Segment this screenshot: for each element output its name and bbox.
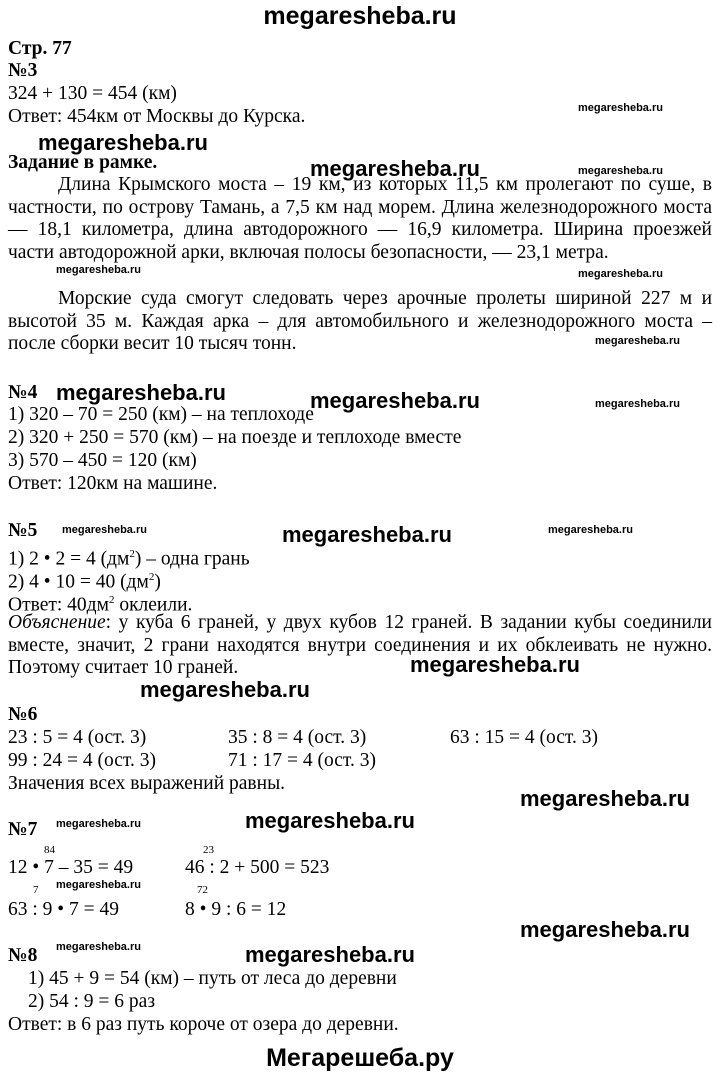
- task-7-order-mark: 84: [44, 844, 55, 856]
- task-7-expr-2: 46 : 2 + 500 = 523: [185, 857, 330, 878]
- task-5-title: №5: [8, 520, 38, 541]
- task-3-title: №3: [8, 60, 38, 81]
- task-7-order-mark: 23: [203, 844, 214, 856]
- task-6-title: №6: [8, 704, 38, 725]
- site-header: megaresheba.ru: [263, 2, 457, 30]
- watermark: megaresheba.ru: [245, 942, 415, 967]
- task-6-note: Значения всех выражений равны.: [8, 773, 286, 794]
- task-6-expr: 99 : 24 = 4 (ост. 3): [8, 750, 156, 771]
- task-7-expr-1: 12 • 7 – 35 = 49: [8, 857, 134, 878]
- watermark: megaresheba.ru: [578, 165, 663, 177]
- page-ref: Стр. 77: [8, 38, 72, 59]
- site-footer: Мегарешеба.ру: [266, 1044, 454, 1072]
- watermark: megaresheba.ru: [410, 652, 580, 677]
- task-5-explanation: Объяснение: у куба 6 граней, у двух кубов 12 граней. В задании кубы соединили вместе, значит, 2 грани находятся внутри соединения и их обклеивать не нужно. Поэтому считает 10 граней.: [8, 612, 712, 678]
- task-6-expr: 63 : 15 = 4 (ост. 3): [450, 727, 598, 748]
- watermark: megaresheba.ru: [578, 268, 663, 280]
- frame-task-title: Задание в рамке.: [8, 152, 158, 173]
- task-4-line-2: 2) 320 + 250 = 570 (км) – на поезде и теплоходе вместе: [8, 427, 462, 448]
- watermark: megaresheba.ru: [595, 398, 680, 410]
- frame-paragraph-1: Длина Крымского моста – 19 км, из которых 11,5 км пролегают по суше, в частности, по острову Тамань, а 7,5 км над морем. Длина железнодорожного моста — 18,1 километра, длина автодорожного — 16,9 километра. Ширина проезжей части автодорожной арки, включая полосы безопасности, — 23,1 метра.: [8, 174, 712, 263]
- watermark: megaresheba.ru: [62, 524, 147, 536]
- task-7-title: №7: [8, 819, 38, 840]
- task-7-expr-4: 8 • 9 : 6 = 12: [185, 899, 287, 920]
- watermark: megaresheba.ru: [245, 808, 415, 833]
- task-8-line-1: 1) 45 + 9 = 54 (км) – путь от леса до деревни: [28, 968, 397, 989]
- task-5-line-1: 1) 2 • 2 = 4 $(дм^2)$ – одна грань: [8, 548, 250, 570]
- watermark: megaresheba.ru: [56, 380, 226, 405]
- frame-paragraph-2: Морские суда смогут следовать через арочные пролеты шириной 227 м и высотой 35 м. Каждая арка – для автомобильного и железнодорожного моста – после сборки весит 10 тысяч тонн.: [8, 288, 712, 354]
- task-5-line-2: 2) 4 • 10 = 40 $(дм^2)$: [8, 571, 161, 593]
- task-3-answer: Ответ: 454км от Москвы до Курска.: [8, 106, 306, 127]
- watermark: megaresheba.ru: [595, 335, 680, 347]
- watermark: megaresheba.ru: [520, 786, 690, 811]
- watermark: megaresheba.ru: [56, 818, 141, 830]
- watermark: megaresheba.ru: [56, 264, 141, 276]
- task-4-line-1: 1) 320 – 70 = 250 (км) – на теплоходе: [8, 404, 314, 425]
- task-7-order-mark: 7: [33, 884, 39, 896]
- task-7-order-mark: 72: [197, 884, 208, 896]
- task-7-expr-3: 63 : 9 • 7 = 49: [8, 899, 119, 920]
- task-8-answer: Ответ: в 6 раз путь короче от озера до деревни.: [8, 1014, 399, 1035]
- watermark: megaresheba.ru: [282, 522, 452, 547]
- task-4-title: №4: [8, 382, 38, 403]
- watermark: megaresheba.ru: [548, 524, 633, 536]
- task-6-expr: 23 : 5 = 4 (ост. 3): [8, 727, 147, 748]
- watermark: megaresheba.ru: [140, 677, 310, 702]
- task-5-answer: Ответ: $40дм^2$ оклеили.: [8, 594, 193, 616]
- watermark: megaresheba.ru: [56, 879, 141, 891]
- watermark: megaresheba.ru: [38, 130, 208, 155]
- task-6-expr: 71 : 17 = 4 (ост. 3): [228, 750, 376, 771]
- task-8-title: №8: [8, 945, 38, 966]
- task-3-line: 324 + 130 = 454 (км): [8, 83, 177, 104]
- watermark: megaresheba.ru: [310, 388, 480, 413]
- task-8-line-2: 2) 54 : 9 = 6 раз: [28, 991, 156, 1012]
- task-6-expr: 35 : 8 = 4 (ост. 3): [228, 727, 367, 748]
- watermark: megaresheba.ru: [56, 941, 141, 953]
- watermark: megaresheba.ru: [310, 156, 480, 181]
- watermark: megaresheba.ru: [578, 102, 663, 114]
- task-4-answer: Ответ: 120км на машине.: [8, 473, 218, 494]
- task-4-line-3: 3) 570 – 450 = 120 (км): [8, 450, 197, 471]
- watermark: megaresheba.ru: [520, 917, 690, 942]
